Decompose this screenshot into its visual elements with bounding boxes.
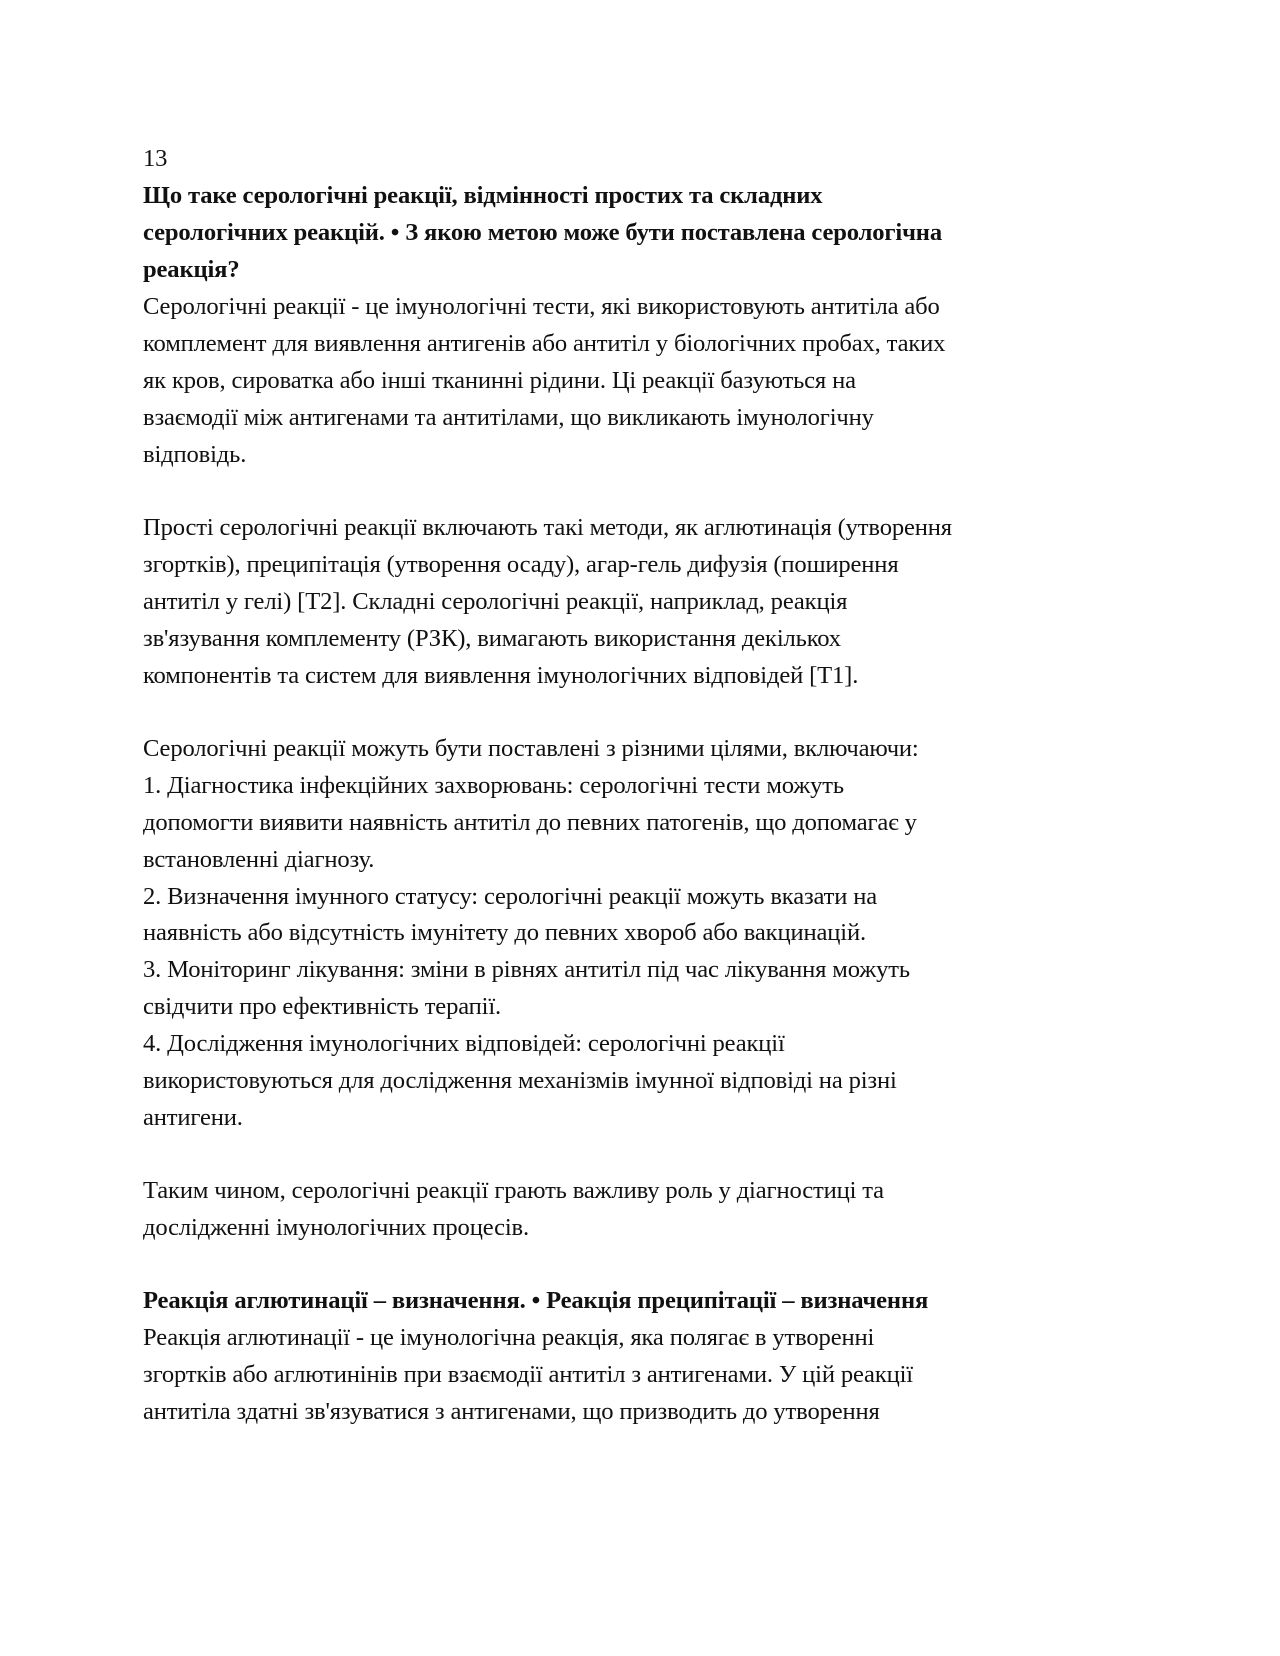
paragraph-line: Серологічні реакції можуть бути поставлені з різними цілями, включаючи: xyxy=(143,735,919,762)
section-heading-line: серологічних реакцій. • З якою метою може бути поставлена серологічна xyxy=(143,219,942,246)
paragraph-line: Прості серологічні реакції включають такі методи, як аглютинація (утворення xyxy=(143,514,952,541)
section-heading-line: Реакція аглютинації – визначення. • Реакція преципітації – визначення xyxy=(143,1287,929,1314)
paragraph-line: згортків), преципітація (утворення осаду), агар-гель дифузія (поширення xyxy=(143,551,899,578)
list-item-line: 4. Дослідження імунологічних відповідей: серологічні реакції xyxy=(143,1030,785,1057)
section-heading-line: Що таке серологічні реакції, відмінності простих та складних xyxy=(143,182,823,209)
section-heading-line: реакція? xyxy=(143,256,240,283)
paragraph-line: Таким чином, серологічні реакції грають важливу роль у діагностиці та xyxy=(143,1177,884,1204)
paragraph-line: дослідженні імунологічних процесів. xyxy=(143,1214,530,1241)
list-item-line: наявність або відсутність імунітету до певних хвороб або вакцинацій. xyxy=(143,919,866,946)
paragraph-line: Серологічні реакції - це імунологічні тести, які використовують антитіла або xyxy=(143,293,940,320)
list-item-line: допомогти виявити наявність антитіл до певних патогенів, що допомагає у xyxy=(143,809,917,836)
list-item-line: антигени. xyxy=(143,1104,243,1131)
list-item-line: встановленні діагнозу. xyxy=(143,846,375,873)
paragraph-line: антитіл у гелі) [T2]. Складні серологічні реакції, наприклад, реакція xyxy=(143,588,848,615)
list-item-line: свідчити про ефективність терапії. xyxy=(143,993,502,1020)
list-item-line: 1. Діагностика інфекційних захворювань: серологічні тести можуть xyxy=(143,772,844,799)
paragraph-line: Реакція аглютинації - це імунологічна реакція, яка полягає в утворенні xyxy=(143,1324,875,1351)
page-number: 13 xyxy=(143,145,168,172)
paragraph-line: компонентів та систем для виявлення імунологічних відповідей [T1]. xyxy=(143,662,859,689)
paragraph-line: як кров, сироватка або інші тканинні рідини. Ці реакції базуються на xyxy=(143,367,856,394)
list-item-line: використовуються для дослідження механізмів імунної відповіді на різні xyxy=(143,1067,897,1094)
list-item-line: 2. Визначення імунного статусу: серологічні реакції можуть вказати на xyxy=(143,883,878,910)
paragraph-line: згортків або аглютинінів при взаємодії антитіл з антигенами. У цій реакції xyxy=(143,1361,913,1388)
paragraph-line: зв'язування комплементу (РЗК), вимагають використання декількох xyxy=(143,625,841,652)
paragraph-line: комплемент для виявлення антигенів або антитіл у біологічних пробах, таких xyxy=(143,330,946,357)
list-item-line: 3. Моніторинг лікування: зміни в рівнях антитіл під час лікування можуть xyxy=(143,956,910,983)
paragraph-line: взаємодії між антигенами та антитілами, що викликають імунологічну xyxy=(143,404,874,431)
paragraph-line: відповідь. xyxy=(143,441,247,468)
paragraph-line: антитіла здатні зв'язуватися з антигенами, що призводить до утворення xyxy=(143,1398,880,1425)
